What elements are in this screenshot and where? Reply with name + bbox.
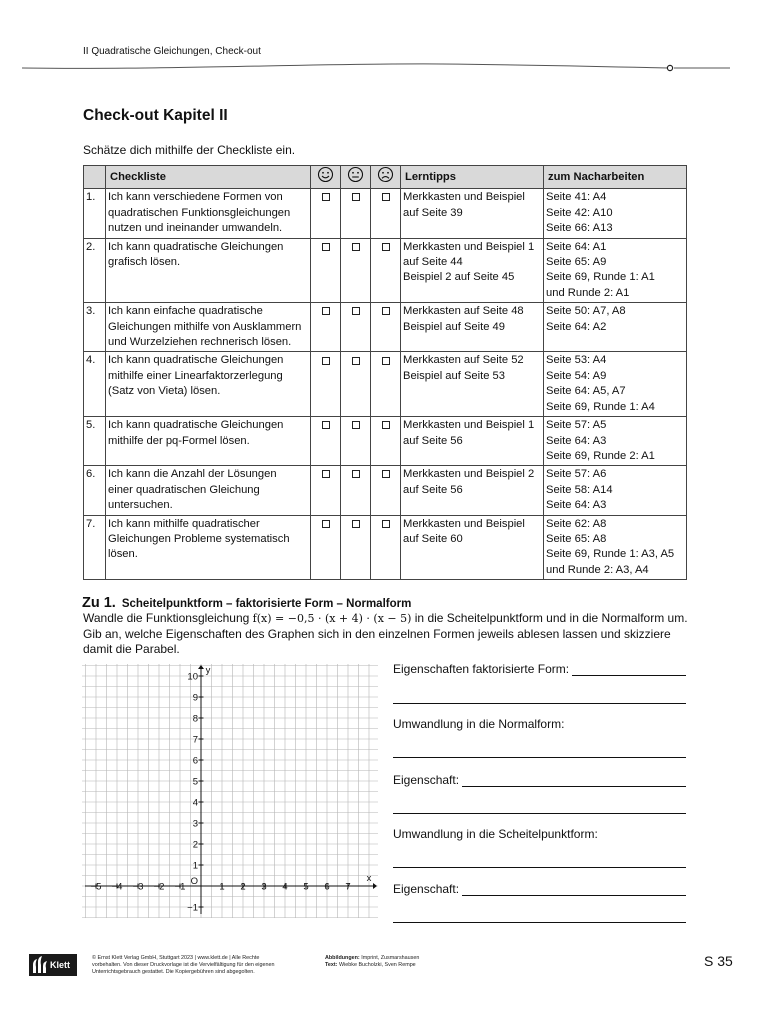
x-tick-label: −3 <box>132 881 144 893</box>
answer-eigenschaft-2[interactable] <box>393 882 686 896</box>
y-tick-label: 3 <box>192 818 198 830</box>
section-heading <box>82 594 411 612</box>
table-row <box>84 303 687 352</box>
row-number: 5. <box>84 417 106 466</box>
task-text-before: Wandle die Funktionsgleichung <box>83 611 250 625</box>
rating-cell-happy <box>311 352 341 417</box>
checkbox-neutral[interactable] <box>352 421 360 429</box>
y-tick-label: 7 <box>192 734 198 746</box>
row-number: 4. <box>84 352 106 417</box>
row-statement: Ich kann die Anzahl der Lösungen einer quadratischen Gleichung untersuchen. <box>106 466 311 515</box>
rating-cell-sad <box>371 189 401 238</box>
table-row <box>84 515 687 580</box>
page-title: Check-out Kapitel II <box>83 107 228 124</box>
x-axis-label: x <box>366 873 372 884</box>
answer-eigenschaft-2-label: Eigenschaft: <box>393 882 460 896</box>
x-tick-label: −4 <box>111 881 123 893</box>
x-axis-arrow <box>373 883 377 889</box>
checkbox-sad[interactable] <box>382 307 390 315</box>
rating-cell-neutral <box>341 417 371 466</box>
page-number: S 35 <box>704 953 733 969</box>
row-statement: Ich kann verschiedene Formen von quadratischen Funktionsgleichungen nutzen und ineinander umwandeln. <box>106 189 311 238</box>
sad-face-icon <box>377 166 394 183</box>
checkbox-happy[interactable] <box>322 421 330 429</box>
rating-cell-sad <box>371 417 401 466</box>
checkbox-neutral[interactable] <box>352 307 360 315</box>
rating-cell-happy <box>311 466 341 515</box>
y-tick-label: 10 <box>187 671 198 683</box>
answer-scheitelpunktform[interactable] <box>393 827 686 841</box>
section-subtitle: Scheitelpunktform – faktorisierte Form – Normalform <box>121 598 412 610</box>
row-number: 3. <box>84 303 106 352</box>
table-row <box>84 417 687 466</box>
row-number: 7. <box>84 515 106 580</box>
row-nacharbeiten: Seite 53: A4 Seite 54: A9 Seite 64: A5, A7 Seite 69, Runde 1: A4 <box>544 352 687 417</box>
rating-cell-happy <box>311 417 341 466</box>
checkbox-happy[interactable] <box>322 357 330 365</box>
rating-cell-neutral <box>341 303 371 352</box>
x-tick-label: 3 <box>261 881 267 893</box>
answer-line[interactable] <box>393 703 686 704</box>
y-tick-label: 5 <box>192 776 198 788</box>
rating-cell-sad <box>371 515 401 580</box>
row-statement: Ich kann quadratische Gleichungen grafisch lösen. <box>106 238 311 303</box>
row-statement: Ich kann quadratische Gleichungen mithilfe der pq-Formel lösen. <box>106 417 311 466</box>
row-lerntipp: Merkkasten und Beispiel 1 auf Seite 44 Beispiel 2 auf Seite 45 <box>401 238 544 303</box>
checkbox-neutral[interactable] <box>352 243 360 251</box>
x-tick-label: −1 <box>174 881 186 893</box>
rating-cell-sad <box>371 303 401 352</box>
answer-eigenschaft-1[interactable] <box>393 773 686 787</box>
rating-cell-neutral <box>341 515 371 580</box>
checkbox-sad[interactable] <box>382 243 390 251</box>
row-nacharbeiten: Seite 50: A7, A8 Seite 64: A2 <box>544 303 687 352</box>
header-rule <box>22 60 730 74</box>
x-tick-label: 4 <box>282 881 288 893</box>
klett-logo-icon <box>29 954 49 976</box>
row-lerntipp: Merkkasten auf Seite 48 Beispiel auf Seite 49 <box>401 303 544 352</box>
section-number: Zu 1. <box>82 595 116 611</box>
header-sad <box>371 166 401 189</box>
klett-logo-text: Klett <box>50 960 70 970</box>
checkbox-sad[interactable] <box>382 193 390 201</box>
answer-line[interactable] <box>393 867 686 868</box>
rating-cell-neutral <box>341 238 371 303</box>
x-tick-label: −2 <box>153 881 165 893</box>
y-tick-label: 4 <box>192 797 198 809</box>
coordinate-grid-svg <box>82 664 378 918</box>
task-text <box>83 611 693 658</box>
answer-line[interactable] <box>462 883 686 896</box>
answer-line[interactable] <box>393 813 686 814</box>
x-tick-label: 5 <box>303 881 309 893</box>
row-nacharbeiten: Seite 57: A5 Seite 64: A3 Seite 69, Runde 2: A1 <box>544 417 687 466</box>
answer-line[interactable] <box>393 922 686 923</box>
checkbox-neutral[interactable] <box>352 470 360 478</box>
checkbox-happy[interactable] <box>322 470 330 478</box>
row-number: 1. <box>84 189 106 238</box>
row-lerntipp: Merkkasten auf Seite 52 Beispiel auf Seite 53 <box>401 352 544 417</box>
rating-cell-happy <box>311 238 341 303</box>
intro-text: Schätze dich mithilfe der Checkliste ein. <box>83 143 296 157</box>
row-lerntipp: Merkkasten und Beispiel auf Seite 39 <box>401 189 544 238</box>
y-tick-label: 9 <box>192 692 198 704</box>
row-lerntipp: Merkkasten und Beispiel 2 auf Seite 56 <box>401 466 544 515</box>
row-lerntipp: Merkkasten und Beispiel 1 auf Seite 56 <box>401 417 544 466</box>
header-lerntipps: Lerntipps <box>401 166 544 189</box>
y-tick-label: 2 <box>192 839 198 851</box>
rating-cell-happy <box>311 303 341 352</box>
header-nacharbeiten: zum Nacharbeiten <box>544 166 687 189</box>
row-statement: Ich kann einfache quadratische Gleichungen mithilfe von Ausklammern und Wurzelziehen rechnerisch lösen. <box>106 303 311 352</box>
row-number: 2. <box>84 238 106 303</box>
rating-cell-neutral <box>341 352 371 417</box>
checkbox-neutral[interactable] <box>352 357 360 365</box>
klett-logo <box>29 954 77 976</box>
answer-scheitelpunktform-label: Umwandlung in die Scheitelpunktform: <box>393 827 598 841</box>
y-tick-label: −1 <box>187 902 198 914</box>
checkbox-happy[interactable] <box>322 520 330 528</box>
answer-line[interactable] <box>393 757 686 758</box>
checkbox-happy[interactable] <box>322 193 330 201</box>
neutral-face-icon <box>347 166 364 183</box>
rating-cell-happy <box>311 189 341 238</box>
y-axis-label: y <box>205 665 211 676</box>
origin-label: O <box>190 876 198 887</box>
checkbox-happy[interactable] <box>322 307 330 315</box>
checkbox-sad[interactable] <box>382 520 390 528</box>
answer-line[interactable] <box>572 663 686 676</box>
row-nacharbeiten: Seite 62: A8 Seite 65: A8 Seite 69, Runde 1: A3, A5 und Runde 2: A3, A4 <box>544 515 687 580</box>
header-neutral <box>341 166 371 189</box>
row-statement: Ich kann quadratische Gleichungen mithilfe einer Linearfaktorzerlegung (Satz von Vieta) lösen. <box>106 352 311 417</box>
x-tick-label: −5 <box>90 881 102 893</box>
table-row <box>84 189 687 238</box>
row-number: 6. <box>84 466 106 515</box>
x-tick-label: 2 <box>240 881 246 893</box>
checkbox-happy[interactable] <box>322 243 330 251</box>
happy-face-icon <box>317 166 334 183</box>
running-header: II Quadratische Gleichungen, Check-out <box>83 46 261 57</box>
checkbox-sad[interactable] <box>382 421 390 429</box>
rating-cell-sad <box>371 238 401 303</box>
answer-eigenschaft-1-label: Eigenschaft: <box>393 773 460 787</box>
row-nacharbeiten: Seite 64: A1 Seite 65: A9 Seite 69, Runde 1: A1 und Runde 2: A1 <box>544 238 687 303</box>
checklist-table <box>83 165 687 580</box>
answer-normalform-label: Umwandlung in die Normalform: <box>393 717 565 731</box>
answer-faktorisiert[interactable] <box>393 662 686 676</box>
x-tick-label: 6 <box>324 881 330 893</box>
x-tick-label: 1 <box>219 881 225 893</box>
rating-cell-neutral <box>341 466 371 515</box>
row-nacharbeiten: Seite 57: A6 Seite 58: A14 Seite 64: A3 <box>544 466 687 515</box>
credits-text: Abbildungen: Imprint, Zusmarshausen Text: Wiebke Bucholzki, Sven Rempe <box>325 955 420 969</box>
row-statement: Ich kann mithilfe quadratischer Gleichungen Probleme systematisch lösen. <box>106 515 311 580</box>
checkbox-neutral[interactable] <box>352 520 360 528</box>
rating-cell-sad <box>371 466 401 515</box>
table-row <box>84 238 687 303</box>
copyright-text: © Ernst Klett Verlag GmbH, Stuttgart 2023 | www.klett.de | Alle Rechte vorbehalten. Von dieser Druckvorlage ist die Vervielfältigung für den eigenen Unterrichtsgebrauch gestattet. Die Kopiergebühren sind abgegolten. <box>92 955 275 976</box>
table-row <box>84 466 687 515</box>
table-row <box>84 352 687 417</box>
row-lerntipp: Merkkasten und Beispiel auf Seite 60 <box>401 515 544 580</box>
rating-cell-happy <box>311 515 341 580</box>
answer-line[interactable] <box>462 774 686 787</box>
y-tick-label: 6 <box>192 755 198 767</box>
checkbox-sad[interactable] <box>382 357 390 365</box>
task-text-after: in die Scheitelpunktform und in die Normalform um. Gib an, welche Eigenschaften des Graphen sich in den einzelnen Formen jeweils ablesen lassen und skizziere damit die Parabel. <box>83 611 688 657</box>
header-happy <box>311 166 341 189</box>
header-checkliste: Checkliste <box>106 166 311 189</box>
y-tick-label: 8 <box>192 713 198 725</box>
x-tick-label: 7 <box>345 881 351 893</box>
coordinate-grid[interactable] <box>82 664 378 918</box>
checkbox-neutral[interactable] <box>352 193 360 201</box>
y-tick-label: 1 <box>192 860 198 872</box>
rating-cell-neutral <box>341 189 371 238</box>
rating-cell-sad <box>371 352 401 417</box>
row-nacharbeiten: Seite 41: A4 Seite 42: A10 Seite 66: A13 <box>544 189 687 238</box>
table-header-row <box>84 166 687 189</box>
answer-normalform[interactable] <box>393 717 686 731</box>
answer-faktorisiert-label: Eigenschaften faktorisierte Form: <box>393 662 570 676</box>
function-formula: f(x) = −0,5 · (x + 4) · (x − 5) <box>252 612 412 625</box>
checkbox-sad[interactable] <box>382 470 390 478</box>
